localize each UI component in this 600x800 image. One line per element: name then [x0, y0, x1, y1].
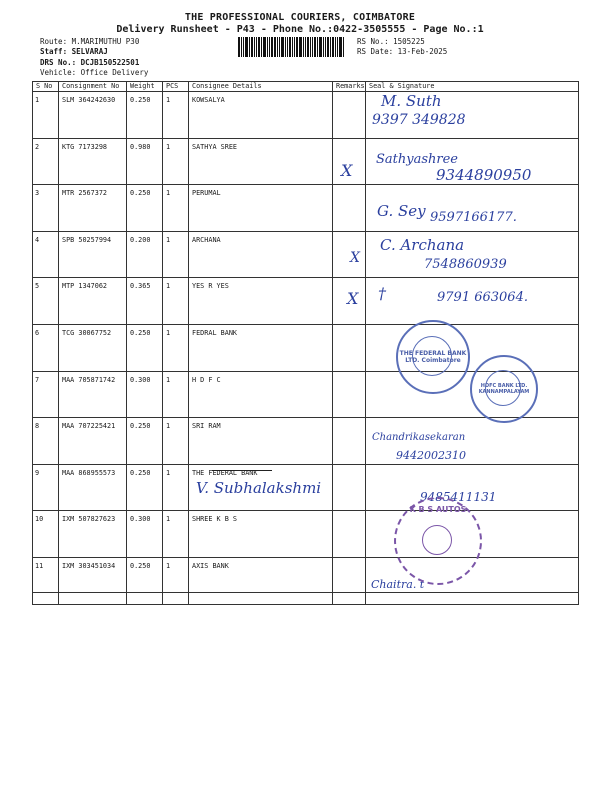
barcode-bar: [323, 37, 324, 57]
signature-row11-name: Chaitra. t: [371, 578, 425, 591]
barcode-bar: [241, 37, 242, 57]
cell-sno: 4: [33, 231, 59, 278]
barcode-bar: [271, 37, 273, 57]
barcode-bar: [312, 37, 313, 57]
cell-pcs: 1: [163, 231, 189, 278]
col-weight: Weight: [127, 82, 163, 92]
table-header-row: [33, 82, 579, 92]
signature-row2-phone: 9344890950: [436, 166, 532, 184]
cell-consignee: SRI RAM: [189, 418, 333, 465]
cell-remarks: [333, 231, 366, 278]
signature-row3-phone: 9597166177.: [430, 210, 517, 225]
signature-row9-name: V. Subhalakshmi: [196, 479, 322, 497]
signature-row5-phone: 9791 663064.: [437, 290, 528, 305]
cell-sno: 10: [33, 511, 59, 558]
cell-consignment: IXM 303451034: [59, 557, 127, 604]
signature-row1-name: M. Suth: [381, 92, 442, 110]
cell-weight: 0.300: [127, 371, 163, 418]
runsheet-table: [32, 81, 579, 605]
cell-remarks: [333, 324, 366, 371]
cell-weight: 0.980: [127, 138, 163, 185]
federal-bank-stamp: [396, 320, 470, 394]
kbs-stamp-text: K B S AUTOS: [409, 505, 467, 514]
cell-consignee: FEDRAL BANK: [189, 324, 333, 371]
cell-weight: 0.250: [127, 185, 163, 232]
cell-pcs: 1: [163, 511, 189, 558]
col-sno: S No: [33, 82, 59, 92]
signature-row4-name: C. Archana: [380, 236, 465, 254]
barcode-bar: [335, 37, 336, 57]
barcode-bar: [339, 37, 342, 57]
cell-sno: 7: [33, 371, 59, 418]
barcode-bar: [337, 37, 338, 57]
barcode-bar: [330, 37, 331, 57]
cell-consignment: MTP 1347062: [59, 278, 127, 325]
cell-consignee: H D F C: [189, 371, 333, 418]
cell-remarks: [333, 371, 366, 418]
strike-mark: [212, 470, 272, 471]
cell-consignment: MTR 2567372: [59, 185, 127, 232]
cell-sno: 6: [33, 324, 59, 371]
barcode-bar: [249, 37, 250, 57]
signature-row1-phone: 9397 349828: [372, 112, 466, 128]
barcode-bar: [296, 37, 298, 57]
hdfc-stamp: [470, 355, 538, 423]
cell-remarks: [333, 185, 366, 232]
cell-consignee: SHREE K B S: [189, 511, 333, 558]
barcode-bar: [332, 37, 334, 57]
barcode-bar: [274, 37, 276, 57]
cell-consignment: MAA 707225421: [59, 418, 127, 465]
barcode-bar: [327, 37, 329, 57]
cell-consignee: THE FEDERAL BANK: [189, 464, 333, 511]
cell-pcs: 1: [163, 138, 189, 185]
cell-consignee: PERUMAL: [189, 185, 333, 232]
table-row: [33, 418, 579, 465]
col-seal-signature: Seal & Signature: [366, 82, 579, 92]
barcode-bar: [261, 37, 262, 57]
barcode-bar: [238, 37, 240, 57]
federal-stamp-text: THE FEDERAL BANK LTD. Coimbatore: [399, 350, 467, 364]
col-consignee: Consignee Details: [189, 82, 333, 92]
cell-weight: 0.250: [127, 92, 163, 139]
remark-x-row4: X: [350, 250, 360, 266]
barcode-bar: [287, 37, 288, 57]
barcode-bar: [258, 37, 260, 57]
cell-pcs: 1: [163, 371, 189, 418]
signature-row8-name: Chandrikasekaran: [372, 432, 466, 443]
page-bottom-line: [32, 592, 578, 593]
barcode-bar: [292, 37, 293, 57]
cell-consignment: MAA 705871742: [59, 371, 127, 418]
barcode-bar: [267, 37, 268, 57]
barcode-bar: [310, 37, 311, 57]
cell-consignee: KOWSALYA: [189, 92, 333, 139]
signature-row8-phone: 9442002310: [396, 449, 466, 462]
cell-consignment: MAA 868955573: [59, 464, 127, 511]
cell-pcs: 1: [163, 185, 189, 232]
signature-row2-name: Sathyashree: [376, 152, 458, 167]
cell-sno: 3: [33, 185, 59, 232]
cell-weight: 0.300: [127, 511, 163, 558]
route-label: Route: M.MARIMUTHU P30: [40, 37, 140, 46]
cell-sno: 1: [33, 92, 59, 139]
barcode-bar: [314, 37, 316, 57]
barcode-bar: [279, 37, 280, 57]
barcode-bar: [307, 37, 309, 57]
cell-consignment: IXM 507827623: [59, 511, 127, 558]
cell-consignee: ARCHANA: [189, 231, 333, 278]
cell-sno: 11: [33, 557, 59, 604]
drs-label: DRS No.: DCJB150522501: [40, 58, 140, 67]
runsheet-subtitle: Delivery Runsheet - P43 - Phone No.:0422-3505555 - Page No.:1: [116, 24, 484, 35]
cell-sno: 2: [33, 138, 59, 185]
barcode-bar: [319, 37, 322, 57]
cell-weight: 0.250: [127, 557, 163, 604]
barcode-bar: [243, 37, 244, 57]
cell-weight: 0.200: [127, 231, 163, 278]
kbs-autos-stamp: [394, 497, 482, 585]
cell-pcs: 1: [163, 418, 189, 465]
barcode-bar: [263, 37, 266, 57]
rs-date-label: RS Date: 13-Feb-2025: [357, 47, 448, 56]
barcode-bar: [317, 37, 318, 57]
cell-remarks: [333, 92, 366, 139]
table-row: [33, 557, 579, 604]
cell-consignee: YES R YES: [189, 278, 333, 325]
cell-sno: 8: [33, 418, 59, 465]
barcode-bar: [254, 37, 255, 57]
signature-row9-phone: 9485411131: [420, 490, 497, 504]
barcode-bar: [325, 37, 326, 57]
barcode-bar: [285, 37, 286, 57]
cell-pcs: 1: [163, 464, 189, 511]
barcode-bar: [294, 37, 295, 57]
cell-remarks: [333, 511, 366, 558]
cell-consignment: KTG 7173298: [59, 138, 127, 185]
table-row: [33, 511, 579, 558]
barcode-bar: [299, 37, 302, 57]
cell-weight: 0.250: [127, 324, 163, 371]
cell-pcs: 1: [163, 324, 189, 371]
barcode-bar: [303, 37, 304, 57]
cell-sno: 9: [33, 464, 59, 511]
barcode-bar: [245, 37, 248, 57]
barcode-bar: [343, 37, 344, 57]
cell-pcs: 1: [163, 92, 189, 139]
remark-x-row5: X: [347, 289, 359, 308]
vehicle-label: Vehicle: Office Delivery: [40, 68, 149, 77]
cell-consignment: SPB 50257994: [59, 231, 127, 278]
cell-remarks: [333, 557, 366, 604]
cell-weight: 0.365: [127, 278, 163, 325]
remark-x-row2: X: [341, 161, 353, 180]
barcode-bar: [269, 37, 270, 57]
barcode-bar: [277, 37, 278, 57]
col-pcs: PCS: [163, 82, 189, 92]
signature-row3-name: G. Sey: [377, 202, 426, 220]
table-row: [33, 92, 579, 139]
cell-weight: 0.250: [127, 418, 163, 465]
barcode: [238, 37, 350, 57]
cell-weight: 0.250: [127, 464, 163, 511]
barcode-bar: [289, 37, 291, 57]
cell-consignee: AXIS BANK: [189, 557, 333, 604]
col-consignment: Consignment No: [59, 82, 127, 92]
barcode-bar: [281, 37, 284, 57]
cell-pcs: 1: [163, 557, 189, 604]
rs-no-label: RS No.: 1505225: [357, 37, 425, 46]
barcode-bar: [251, 37, 253, 57]
signature-row5-mark: †: [378, 284, 386, 303]
signature-row4-phone: 7548860939: [424, 257, 507, 272]
company-title: THE PROFESSIONAL COURIERS, COIMBATORE: [184, 12, 416, 23]
cell-pcs: 1: [163, 278, 189, 325]
barcode-bar: [305, 37, 306, 57]
barcode-bar: [256, 37, 257, 57]
cell-consignee: SATHYA SREE: [189, 138, 333, 185]
hdfc-stamp-text: HDFC BANK LTD. KANNAMPALAYAM: [478, 383, 530, 395]
cell-remarks: [333, 464, 366, 511]
cell-consignment: SLM 364242630: [59, 92, 127, 139]
cell-remarks: [333, 418, 366, 465]
col-remarks: Remarks: [333, 82, 366, 92]
staff-label: Staff: SELVARAJ: [40, 47, 108, 56]
cell-sno: 5: [33, 278, 59, 325]
cell-consignment: TCG 30067752: [59, 324, 127, 371]
